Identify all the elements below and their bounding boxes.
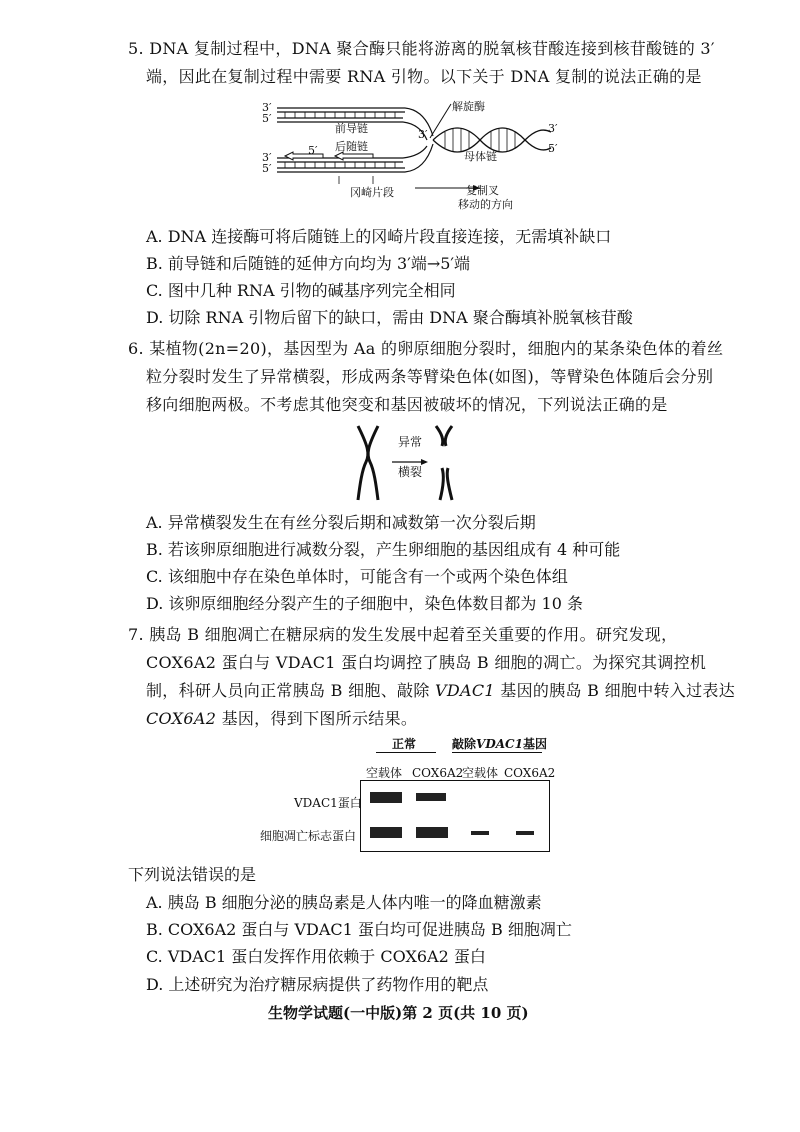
dna-end-label: 3′	[262, 101, 272, 114]
q5-option-a: A. DNA 连接酶可将后随链上的冈崎片段直接连接，无需填补缺口	[146, 227, 612, 246]
q7-stem-text: 制，科研人员向正常胰岛 B 细胞、敲除	[146, 681, 436, 700]
dna-end-label: 5′	[308, 144, 318, 157]
q6-stem-line3: 移向细胞两极。不考虑其他突变和基因被破坏的情况，下列说法正确的是	[146, 395, 668, 414]
row-label: 细胞凋亡标志蛋白	[260, 829, 357, 843]
dna-end-label: 3′	[262, 151, 272, 164]
q6-option-d: D. 该卵原细胞经分裂产生的子细胞中，染色体数目都为 10 条	[146, 594, 583, 613]
q6-option-a: A. 异常横裂发生在有丝分裂后期和减数第一次分裂后期	[146, 513, 536, 532]
arrow-label-bottom: 横裂	[398, 465, 423, 479]
q7-stem-line4	[146, 708, 417, 730]
q5-option-c: C. 图中几种 RNA 引物的碱基序列完全相同	[146, 281, 456, 300]
group-knockout-line	[452, 752, 542, 753]
dna-end-label: 5′	[262, 162, 272, 175]
q7-stem-line3	[146, 680, 735, 702]
page-footer: 生物学试题(一中版)第 2 页(共 10 页)	[268, 1004, 529, 1022]
blot-band	[370, 792, 402, 803]
blot-frame	[360, 780, 550, 852]
blot-band	[416, 793, 446, 801]
fork-direction-label: 复制叉	[466, 184, 499, 197]
lane-label: COX6A2	[504, 766, 556, 780]
group-knockout-prefix: 敲除	[452, 737, 477, 751]
dna-end-label: 3′	[418, 128, 428, 141]
q6-stem-line1: 6. 某植物(2n=20)，基因型为 Aa 的卵原细胞分裂时，细胞内的某条染色体的着丝	[128, 339, 724, 358]
q7-stem-text: 基因的胰岛 B 细胞中转入过表达	[494, 681, 736, 700]
leading-strand-label: 前导链	[335, 122, 368, 135]
lane-label: 空载体	[462, 766, 499, 780]
q7-stem-line2: COX6A2 蛋白与 VDAC1 蛋白均调控了胰岛 B 细胞的凋亡。为探究其调控机	[146, 653, 707, 672]
q5-stem-line2: 端，因此在复制过程中需要 RNA 引物。以下关于 DNA 复制的说法正确的是	[146, 67, 702, 86]
parent-strand-label: 母体链	[464, 150, 497, 163]
q7-option-d: D. 上述研究为治疗糖尿病提供了药物作用的靶点	[146, 975, 489, 994]
okazaki-fragment-label: 冈崎片段	[350, 186, 394, 199]
lagging-strand-label: 后随链	[335, 140, 368, 153]
blot-band	[471, 831, 489, 835]
q7-option-b: B. COX6A2 蛋白与 VDAC1 蛋白均可促进胰岛 B 细胞凋亡	[146, 920, 572, 939]
arrow-label-top: 异常	[398, 435, 423, 449]
group-normal-line	[376, 752, 436, 753]
q7-stem-line1: 7. 胰岛 B 细胞凋亡在糖尿病的发生发展中起着至关重要的作用。研究发现，	[128, 625, 678, 644]
q5-option-b: B. 前导链和后随链的延伸方向均为 3′端→5′端	[146, 254, 471, 273]
row-label: VDAC1蛋白	[294, 796, 362, 810]
dna-end-label: 5′	[548, 142, 558, 155]
blot-band	[370, 827, 402, 838]
dna-end-label: 5′	[262, 112, 272, 125]
group-normal-label: 正常	[392, 737, 417, 751]
q5-option-d: D. 切除 RNA 引物后留下的缺口，需由 DNA 聚合酶填补脱氧核苷酸	[146, 308, 633, 327]
lane-label: COX6A2	[412, 766, 464, 780]
q6-stem-line2: 粒分裂时发生了异常横裂，形成两条等臂染色体(如图)，等臂染色体随后会分别	[146, 367, 714, 386]
lane-label: 空载体	[366, 766, 403, 780]
q7-stem-text: 基因，得到下图所示结果。	[216, 709, 418, 728]
group-knockout-suffix: 基因	[522, 737, 547, 751]
blot-band	[416, 827, 448, 838]
gene-name: COX6A2	[146, 709, 217, 728]
dna-end-label: 3′	[548, 122, 558, 135]
blot-band	[516, 831, 534, 835]
fork-direction-label: 移动的方向	[458, 198, 513, 211]
group-knockout-label	[452, 737, 547, 751]
helicase-label: 解旋酶	[452, 100, 485, 113]
q7-option-a: A. 胰岛 B 细胞分泌的胰岛素是人体内唯一的降血糖激素	[146, 893, 542, 912]
gene-name: VDAC1	[435, 681, 495, 700]
q7-lead: 下列说法错误的是	[128, 865, 257, 884]
q5-stem-line1: 5. DNA 复制过程中，DNA 聚合酶只能将游离的脱氧核苷酸连接到核苷酸链的 3′	[128, 39, 715, 58]
group-knockout-gene: VDAC1	[476, 737, 523, 751]
q6-option-b: B. 若该卵原细胞进行减数分裂，产生卵细胞的基因组成有 4 种可能	[146, 540, 621, 559]
q7-option-c: C. VDAC1 蛋白发挥作用依赖于 COX6A2 蛋白	[146, 947, 486, 966]
q6-option-c: C. 该细胞中存在染色单体时，可能含有一个或两个染色体组	[146, 567, 568, 586]
